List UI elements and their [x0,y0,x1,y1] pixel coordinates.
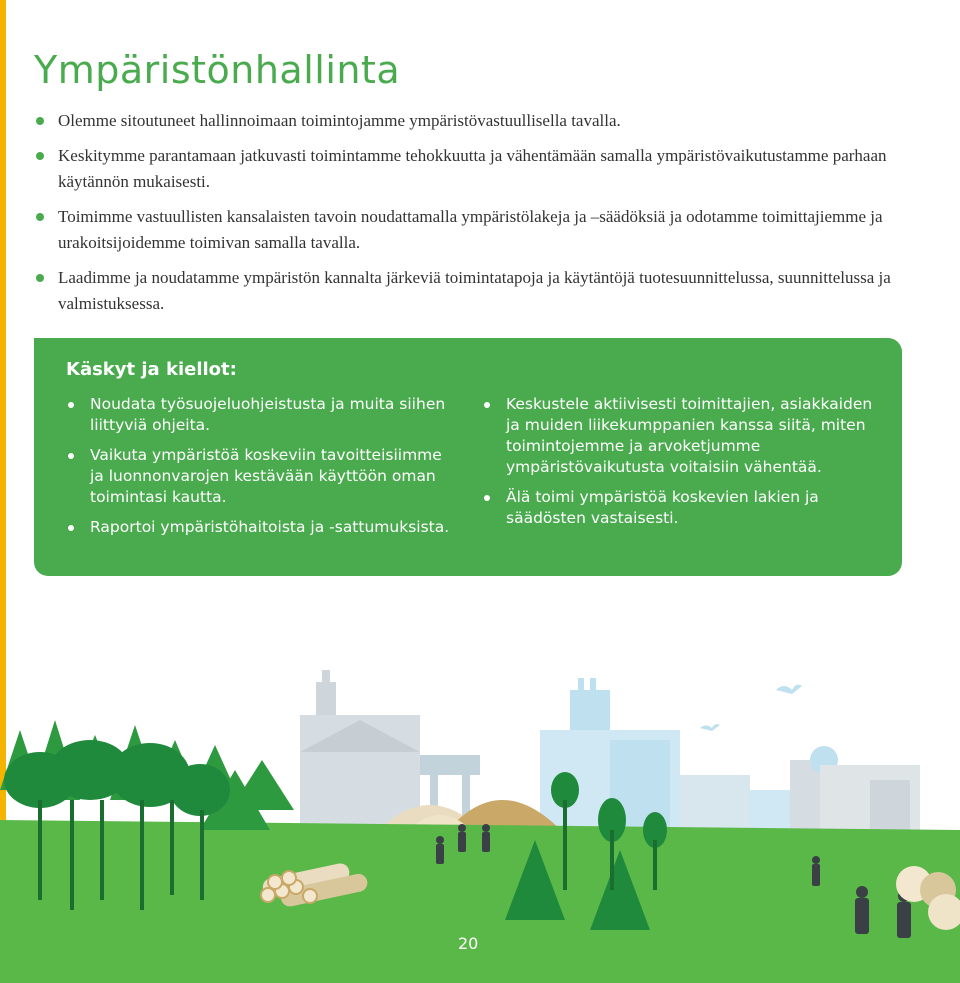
box-bullet-item: Vaikuta ympäristöä koskeviin tavoitteisiimme ja luonnonvarojen kestävään käyttöön oman toimintasi kautta. [68,445,458,508]
intro-bullet-item: Olemme sitoutuneet hallinnoimaan toimintojamme ympäristövastuullisella tavalla. [36,108,916,134]
page-title: Ympäristönhallinta [34,48,401,92]
page-number: 20 [458,934,479,953]
intro-bullet-item: Toimimme vastuullisten kansalaisten tavoin noudattamalla ympäristölakeja ja –säädöksiä ja odotamme toimittajiemme ja urakoitsijoidemme toimivan samalla tavalla. [36,204,916,256]
box-bullet-item: Noudata työsuojeluohjeistusta ja muita siihen liittyviä ohjeita. [68,394,458,436]
intro-bullet-item: Laadimme ja noudatamme ympäristön kannalta järkeviä toimintatapoja ja käytäntöjä tuotesuunnittelussa, suunnittelussa ja valmistuksessa. [36,265,916,317]
box-right-list [484,394,874,538]
intro-bullet-list [36,108,916,326]
box-left-list [68,394,458,547]
industrial-landscape-illustration [0,660,960,983]
box-bullet-item: Raportoi ympäristöhaitoista ja -sattumuksista. [68,517,458,538]
box-bullet-item: Älä toimi ympäristöä koskevien lakien ja säädösten vastaisesti. [484,487,874,529]
box-title: Käskyt ja kiellot: [66,359,237,380]
box-bullet-item: Keskustele aktiivisesti toimittajien, asiakkaiden ja muiden liikekumppanien kanssa siitä, miten toimintojemme ja arvoketjumme ympäristövaikutusta voitaisiin vähentää. [484,394,874,478]
birds [700,685,802,731]
intro-bullet-item: Keskitymme parantamaan jatkuvasti toimintamme tehokkuutta ja vähentämään samalla ympäristövaikutustamme parhaan käytännön mukaisesti. [36,143,916,195]
dos-and-donts-box [34,338,902,576]
